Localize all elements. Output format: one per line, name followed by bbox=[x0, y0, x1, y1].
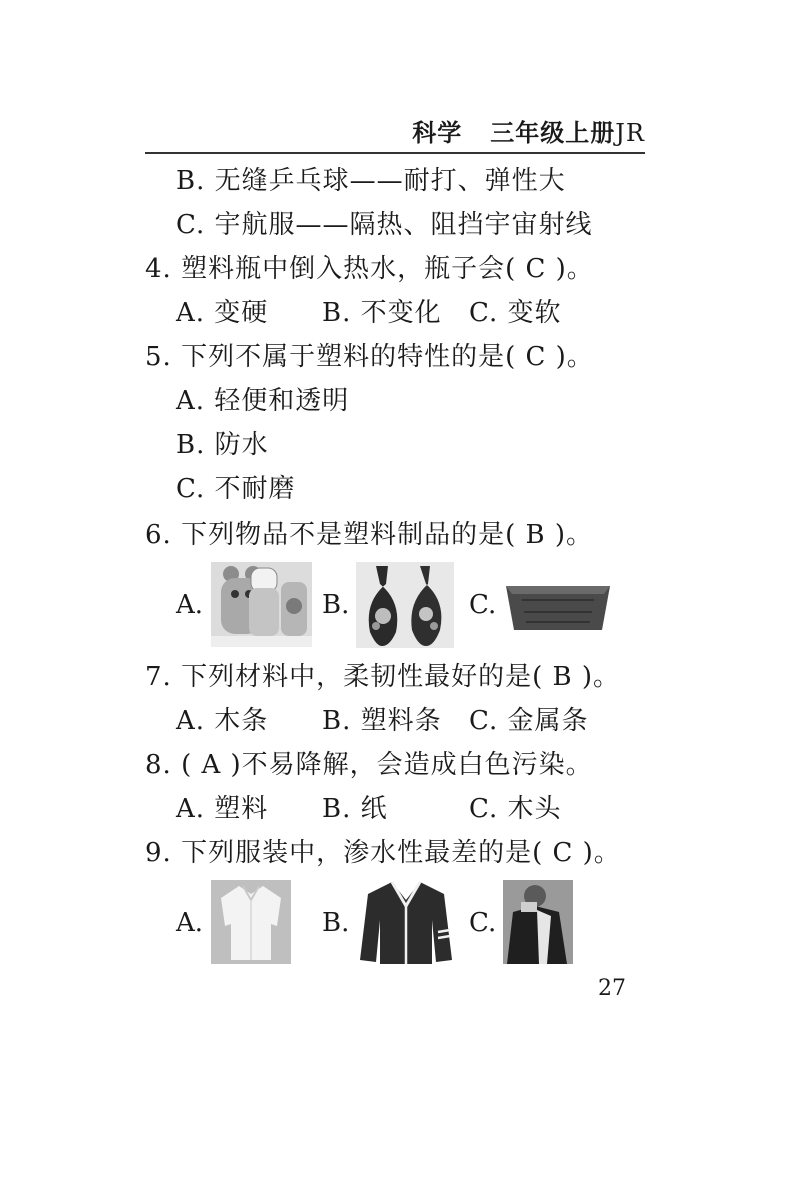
q6-option-a-label: A. bbox=[176, 590, 204, 620]
grade-label: 三年级上册 bbox=[490, 118, 616, 147]
question-9: 9. 下列服装中，渗水性最差的是( C )。 bbox=[145, 838, 621, 868]
page-number: 27 bbox=[598, 976, 626, 1001]
q4-option-b: B. 不变化 bbox=[322, 298, 442, 328]
q7-option-b: B. 塑料条 bbox=[322, 706, 442, 736]
question-8: 8. ( A )不易降解，会造成白色污染。 bbox=[145, 750, 593, 780]
q6-option-b-label: B. bbox=[322, 590, 350, 620]
q5-option-a: A. 轻便和透明 bbox=[176, 386, 350, 416]
edition-label: JR bbox=[615, 119, 645, 147]
cardigan-sweater-image bbox=[358, 880, 454, 964]
q7-option-a: A. 木条 bbox=[176, 706, 269, 736]
option-b-pingpong: B. 无缝乒乓球——耐打、弹性大 bbox=[176, 166, 566, 196]
plastic-crate-image bbox=[504, 580, 612, 632]
q4-option-a: A. 变硬 bbox=[176, 298, 269, 328]
option-c-spacesuit: C. 宇航服——隔热、阻挡宇宙射线 bbox=[176, 210, 593, 240]
q9-option-c-label: C. bbox=[469, 908, 497, 938]
header-rule bbox=[145, 152, 645, 154]
white-shirt-image bbox=[211, 880, 291, 964]
subject-label: 科学 bbox=[412, 118, 463, 147]
q8-option-c: C. 木头 bbox=[469, 794, 562, 824]
page-header bbox=[145, 113, 645, 151]
question-6: 6. 下列物品不是塑料制品的是( B )。 bbox=[145, 520, 593, 550]
q8-option-a: A. 塑料 bbox=[176, 794, 269, 824]
question-7: 7. 下列材料中，柔韧性最好的是( B )。 bbox=[145, 662, 620, 692]
q5-option-b: B. 防水 bbox=[176, 430, 269, 460]
q9-option-a-label: A. bbox=[176, 908, 204, 938]
plastic-piggy-banks-image bbox=[211, 562, 312, 647]
q9-option-b-label: B. bbox=[322, 908, 350, 938]
q7-option-c: C. 金属条 bbox=[469, 706, 589, 736]
q4-option-c: C. 变软 bbox=[469, 298, 562, 328]
q8-option-b: B. 纸 bbox=[322, 794, 388, 824]
porcelain-vases-image bbox=[356, 562, 454, 648]
question-5: 5. 下列不属于塑料的特性的是( C )。 bbox=[145, 342, 594, 372]
q6-option-c-label: C. bbox=[469, 590, 497, 620]
raincoat-jacket-image bbox=[503, 880, 573, 964]
q5-option-c: C. 不耐磨 bbox=[176, 474, 296, 504]
question-4: 4. 塑料瓶中倒入热水，瓶子会( C )。 bbox=[145, 254, 594, 284]
